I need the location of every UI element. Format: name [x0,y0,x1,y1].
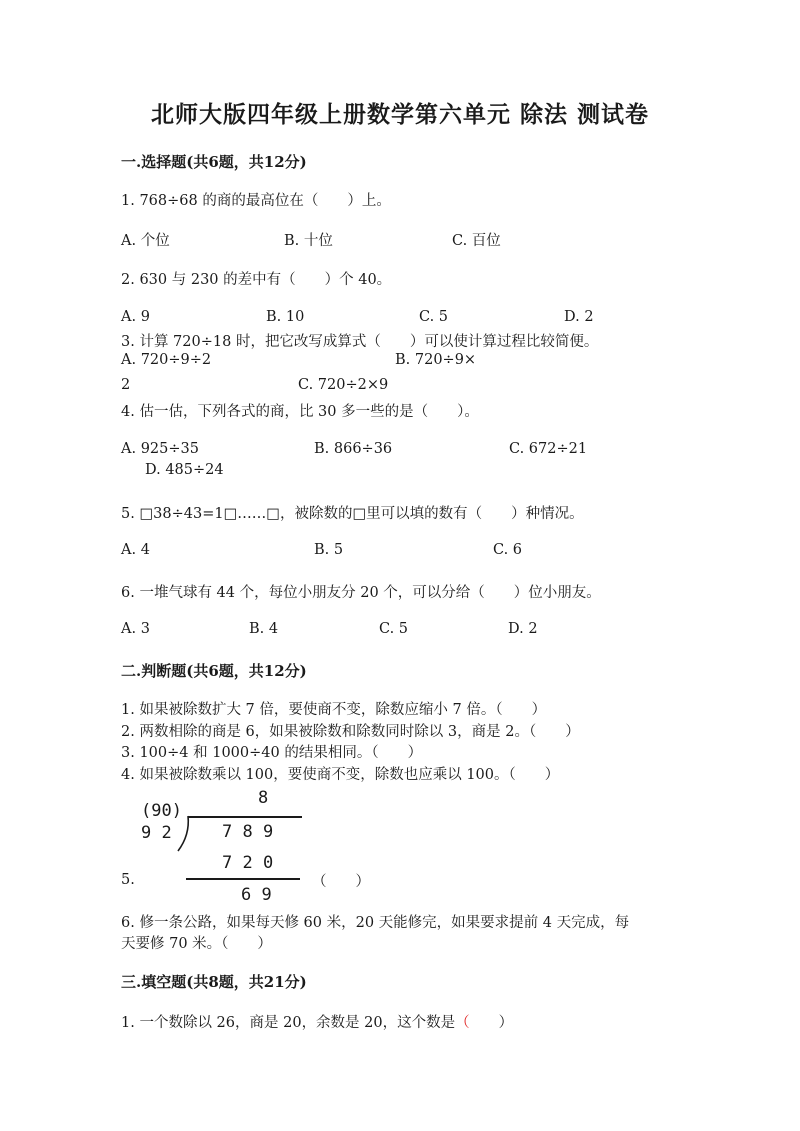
question-stem: 3. 计算 720÷18 时，把它改写成算式（ ）可以使计算过程比较简便。 [121,334,599,350]
division-note: (90) [141,801,182,821]
option-d: D. 2 [564,309,594,325]
option-b: B. 720÷9× [395,352,477,368]
question-text: 1. 一个数除以 26，商是 20，余数是 20，这个数是 [121,1015,456,1031]
option-b: B. 5 [314,542,344,558]
question-stem: 4. 如果被除数乘以 100，要使商不变，除数也应乘以 100。（ ） [121,767,560,783]
answer-blank-open: （ [455,1015,470,1031]
section-heading-choice: 一.选择题(共6题，共12分) [121,153,307,171]
question-stem: 6. 一堆气球有 44 个，每位小朋友分 20 个，可以分给（ ）位小朋友。 [121,585,601,601]
question-stem: 6. 修一条公路，如果每天修 60 米，20 天能修完，如果要求提前 4 天完成，每 [121,915,630,931]
division-bracket [176,815,192,853]
question-stem: 2. 630 与 230 的差中有（ ）个 40。 [121,272,392,288]
section-heading-judge: 二.判断题(共6题，共12分) [121,662,307,680]
option-d: D. 485÷24 [145,462,224,478]
option-a: A. 4 [121,542,150,558]
question-stem-continued: 天要修 70 米。（ ） [121,936,272,952]
option-c: C. 5 [379,621,409,637]
option-b: B. 4 [249,621,279,637]
option-c: C. 5 [419,309,449,325]
question-stem [121,1011,513,1032]
division-remainder: 6 9 [241,885,272,905]
answer-blank-close: ） [469,1015,514,1031]
division-subtract-line [186,878,300,880]
option-c: C. 672÷21 [509,441,588,457]
option-b: B. 10 [266,309,305,325]
question-stem: 1. 如果被除数扩大 7 倍，要使商不变，除数应缩小 7 倍。（ ） [121,702,547,718]
option-a: A. 925÷35 [121,441,199,457]
question-stem: 2. 两数相除的商是 6，如果被除数和除数同时除以 3，商是 2。（ ） [121,724,580,740]
section-heading-fill: 三.填空题(共8题，共21分) [121,973,307,991]
question-number: 5. [121,872,135,888]
page-title: 北师大版四年级上册数学第六单元 除法 测试卷 [150,101,649,128]
option-a: A. 9 [121,309,150,325]
option-b: B. 866÷36 [314,441,393,457]
option-a: A. 3 [121,621,150,637]
option-d: D. 2 [508,621,538,637]
question-stem: 5. □38÷43=1□……□，被除数的□里可以填的数有（ ）种情况。 [121,506,584,522]
option-b-continued: 2 [121,377,131,393]
option-c: C. 720÷2×9 [298,377,389,393]
question-stem: 3. 100÷4 和 1000÷40 的结果相同。（ ） [121,745,423,761]
option-a: A. 个位 [121,233,170,249]
question-stem: 1. 768÷68 的商的最高位在（ ）上。 [121,193,391,209]
option-a: A. 720÷9÷2 [121,352,212,368]
division-bar [188,816,302,818]
question-stem: 4. 估一估，下列各式的商，比 30 多一些的是（ ）。 [121,404,479,420]
division-divisor: 9 2 [141,823,172,843]
option-c: C. 百位 [452,233,501,249]
option-c: C. 6 [493,542,523,558]
division-dividend: 7 8 9 [222,822,274,842]
answer-blank: （ ） [312,874,370,890]
division-product: 7 2 0 [222,853,274,873]
division-quotient: 8 [258,788,269,808]
option-b: B. 十位 [284,233,333,249]
